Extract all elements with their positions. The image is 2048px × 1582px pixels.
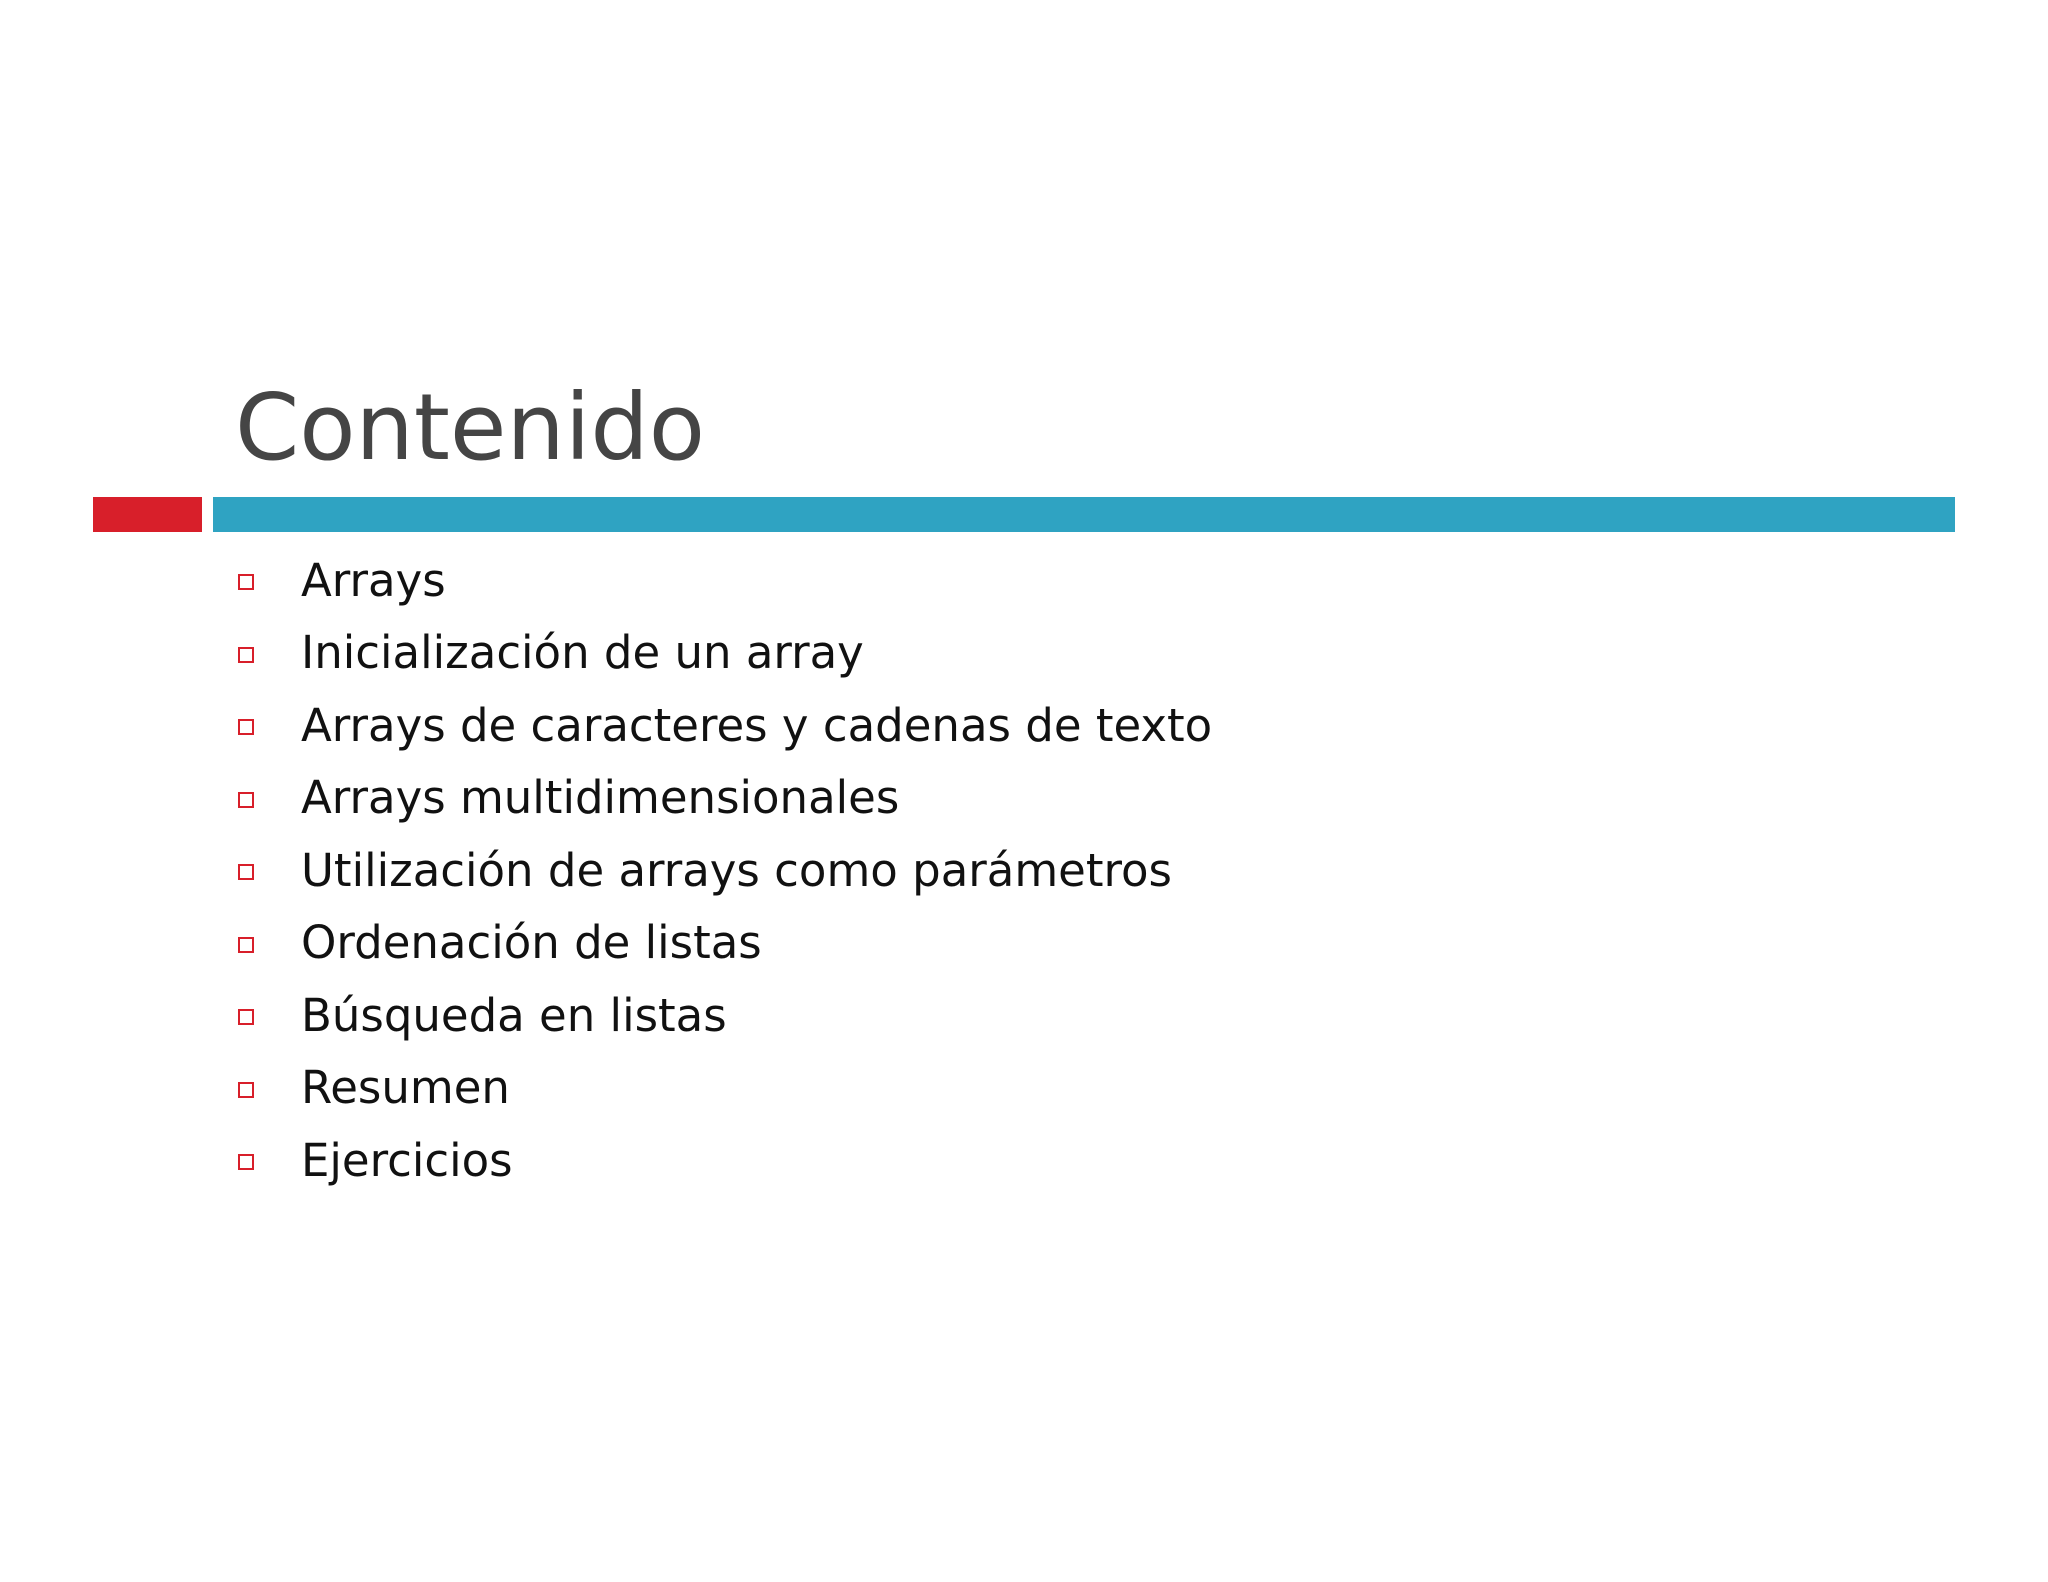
square-outline-icon xyxy=(238,937,254,953)
square-outline-icon xyxy=(238,1009,254,1025)
list-item-text: Resumen xyxy=(301,1061,510,1115)
square-outline-icon xyxy=(238,792,254,808)
square-outline-icon xyxy=(238,647,254,663)
list-item xyxy=(238,617,1212,690)
title-underline-blue xyxy=(213,497,1955,532)
list-item-text: Arrays de caracteres y cadenas de texto xyxy=(301,698,1213,752)
square-outline-icon xyxy=(238,1082,254,1098)
contents-list xyxy=(238,544,1212,1197)
list-item xyxy=(238,907,1212,980)
list-item-text: Arrays multidimensionales xyxy=(301,771,900,825)
list-item-text: Ordenación de listas xyxy=(301,916,762,970)
list-item xyxy=(238,1124,1212,1197)
list-item xyxy=(238,762,1212,835)
list-item xyxy=(238,1052,1212,1125)
square-outline-icon xyxy=(238,1154,254,1170)
list-item-text: Búsqueda en listas xyxy=(301,988,727,1042)
slide-title: Contenido xyxy=(235,374,706,481)
list-item xyxy=(238,834,1212,907)
list-item xyxy=(238,544,1212,617)
square-outline-icon xyxy=(238,864,254,880)
square-outline-icon xyxy=(238,719,254,735)
square-outline-icon xyxy=(238,574,254,590)
title-underline-red xyxy=(93,497,202,532)
list-item xyxy=(238,689,1212,762)
list-item-text: Ejercicios xyxy=(301,1133,513,1187)
list-item-text: Inicialización de un array xyxy=(301,626,864,680)
list-item-text: Utilización de arrays como parámetros xyxy=(301,843,1172,897)
list-item xyxy=(238,979,1212,1052)
list-item-text: Arrays xyxy=(301,553,446,607)
